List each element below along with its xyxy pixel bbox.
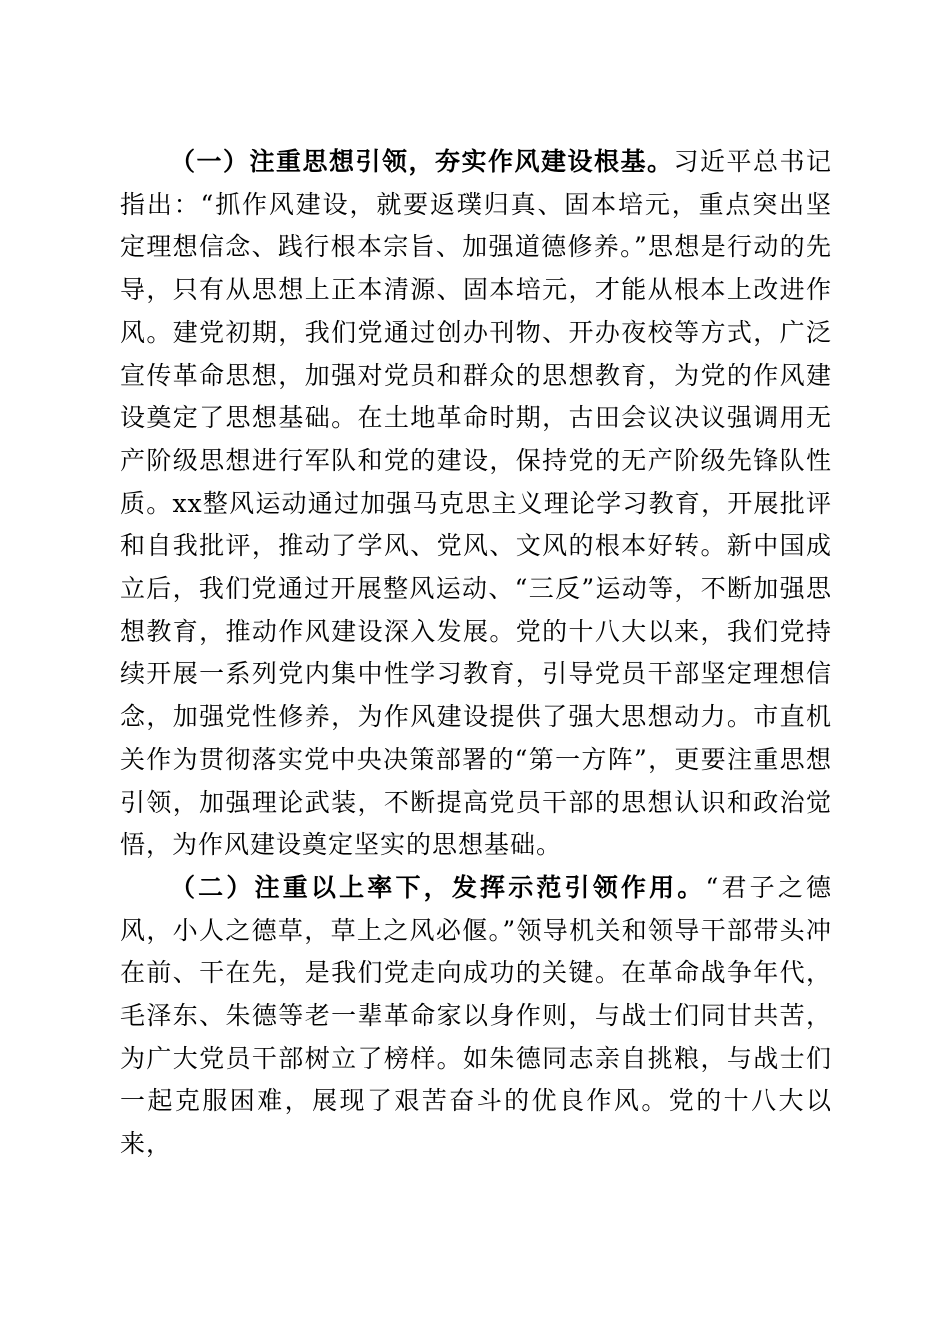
paragraph-2-text: “君子之德风，小人之德草，草上之风必偃。”领导机关和领导干部带头冲在前、干在先，是我们党走向成功的关键。在革命战争年代，毛泽东、朱德等老一辈革命家以身作则，与战士们同甘共苦，为广大党员干部树立了榜样。如朱德同志亲自挑粮，与战士们一起克服困难，展现了艰苦奋斗的优良作风。党的十八大以来， bbox=[120, 872, 832, 1159]
paragraph-1-text: 习近平总书记指出：“抓作风建设，就要返璞归真、固本培元，重点突出坚定理想信念、践行根本宗旨、加强道德修养。”思想是行动的先导，只有从思想上正本清源、固本培元，才能从根本上改进作风。建党初期，我们党通过创办刊物、开办夜校等方式，广泛宣传革命思想，加强对党员和群众的思想教育，为党的作风建设奠定了思想基础。在土地革命时期，古田会议决议强调用无产阶级思想进行军队和党的建设，保持党的无产阶级先锋队性质。xx整风运动通过加强马克思主义理论学习教育，开展批评和自我批评，推动了学风、党风、文风的根本好转。新中国成立后，我们党通过开展整风运动、“三反”运动等，不断加强思想教育，推动作风建设深入发展。党的十八大以来，我们党持续开展一系列党内集中性学习教育，引导党员干部坚定理想信念，加强党性修养，为作风建设提供了强大思想动力。市直机关作为贯彻落实党中央决策部署的“第一方阵”，更要注重思想引领，加强理论武装，不断提高党员干部的思想认识和政治觉悟，为作风建设奠定坚实的思想基础。 bbox=[120, 147, 832, 860]
document-body bbox=[120, 141, 832, 1166]
paragraph-2 bbox=[120, 867, 832, 1166]
paragraph-1-heading: （一）注重思想引领，夯实作风建设根基。 bbox=[170, 147, 674, 176]
paragraph-2-heading: （二）注重以上率下，发挥示范引领作用。 bbox=[170, 872, 706, 902]
paragraph-1 bbox=[120, 141, 832, 867]
